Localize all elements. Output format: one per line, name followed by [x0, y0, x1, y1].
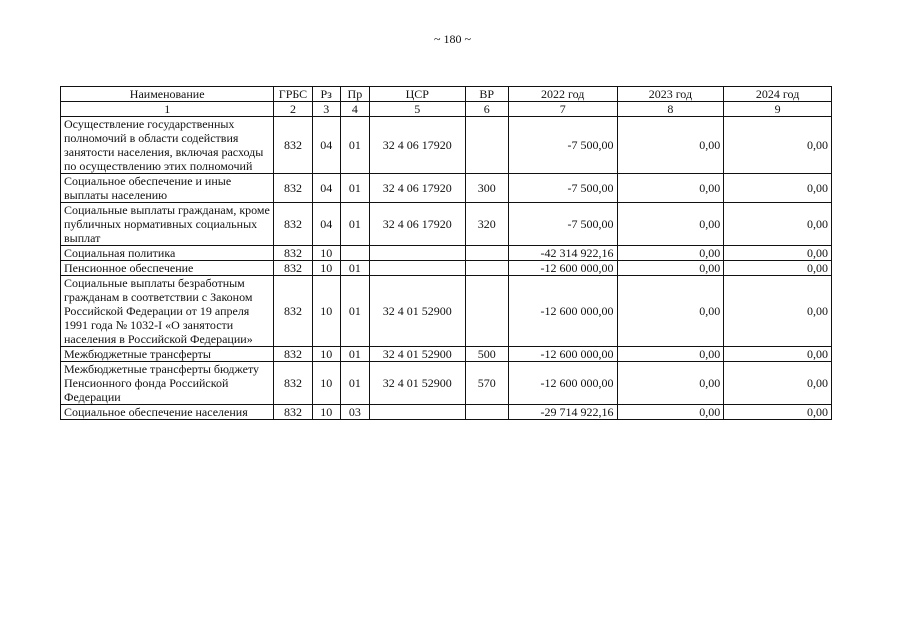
row-grbs: 832 — [274, 261, 312, 276]
column-number: 3 — [312, 102, 340, 117]
column-number: 6 — [465, 102, 508, 117]
row-2023: 0,00 — [617, 261, 724, 276]
table-row — [61, 117, 832, 174]
column-number: 1 — [61, 102, 274, 117]
row-pr: 01 — [340, 174, 369, 203]
row-pr: 01 — [340, 203, 369, 246]
row-vr — [465, 117, 508, 174]
row-pr: 01 — [340, 117, 369, 174]
header-name: Наименование — [61, 87, 274, 102]
row-name: Социальное обеспечение и иные выплаты населению — [61, 174, 274, 203]
row-2024: 0,00 — [724, 203, 832, 246]
table-row — [61, 203, 832, 246]
row-csr — [369, 405, 465, 420]
row-rz: 10 — [312, 261, 340, 276]
page-number: ~ 180 ~ — [434, 32, 471, 46]
row-2022: -7 500,00 — [508, 117, 617, 174]
row-2022: -12 600 000,00 — [508, 261, 617, 276]
header-csr: ЦСР — [369, 87, 465, 102]
row-2023: 0,00 — [617, 174, 724, 203]
row-csr: 32 4 01 52900 — [369, 347, 465, 362]
row-2022: -29 714 922,16 — [508, 405, 617, 420]
row-csr: 32 4 06 17920 — [369, 174, 465, 203]
row-vr — [465, 246, 508, 261]
table-row — [61, 276, 832, 347]
row-2024: 0,00 — [724, 347, 832, 362]
header-2024: 2024 год — [724, 87, 832, 102]
row-rz: 10 — [312, 246, 340, 261]
column-number: 2 — [274, 102, 312, 117]
header-2022: 2022 год — [508, 87, 617, 102]
row-grbs: 832 — [274, 405, 312, 420]
row-name: Пенсионное обеспечение — [61, 261, 274, 276]
row-2024: 0,00 — [724, 246, 832, 261]
row-2023: 0,00 — [617, 276, 724, 347]
row-pr: 01 — [340, 347, 369, 362]
table-row — [61, 261, 832, 276]
column-number-row — [61, 102, 832, 117]
header-vr: ВР — [465, 87, 508, 102]
row-csr: 32 4 01 52900 — [369, 362, 465, 405]
row-pr: 01 — [340, 362, 369, 405]
row-pr: 01 — [340, 261, 369, 276]
header-pr: Пр — [340, 87, 369, 102]
row-rz: 04 — [312, 117, 340, 174]
table-row — [61, 347, 832, 362]
row-csr — [369, 261, 465, 276]
row-2024: 0,00 — [724, 174, 832, 203]
row-pr: 03 — [340, 405, 369, 420]
row-2023: 0,00 — [617, 117, 724, 174]
row-pr — [340, 246, 369, 261]
row-vr: 570 — [465, 362, 508, 405]
row-2022: -7 500,00 — [508, 203, 617, 246]
column-number: 8 — [617, 102, 724, 117]
row-2024: 0,00 — [724, 261, 832, 276]
header-rz: Рз — [312, 87, 340, 102]
row-name: Социальные выплаты гражданам, кроме публичных нормативных социальных выплат — [61, 203, 274, 246]
row-2022: -12 600 000,00 — [508, 347, 617, 362]
row-grbs: 832 — [274, 362, 312, 405]
header-grbs: ГРБС — [274, 87, 312, 102]
row-grbs: 832 — [274, 203, 312, 246]
row-name: Социальное обеспечение населения — [61, 405, 274, 420]
column-number: 7 — [508, 102, 617, 117]
column-number: 5 — [369, 102, 465, 117]
row-2024: 0,00 — [724, 405, 832, 420]
row-rz: 10 — [312, 347, 340, 362]
row-name: Социальные выплаты безработным гражданам в соответствии с Законом Российской Федерации от 19 апреля 1991 года № 1032-I «О занятости населения в Российской Федерации» — [61, 276, 274, 347]
row-2024: 0,00 — [724, 117, 832, 174]
row-rz: 10 — [312, 362, 340, 405]
table-row — [61, 405, 832, 420]
table-row — [61, 174, 832, 203]
row-name: Межбюджетные трансферты бюджету Пенсионного фонда Российской Федерации — [61, 362, 274, 405]
row-grbs: 832 — [274, 276, 312, 347]
budget-table — [60, 86, 832, 420]
row-grbs: 832 — [274, 246, 312, 261]
table-row — [61, 246, 832, 261]
header-2023: 2023 год — [617, 87, 724, 102]
row-2023: 0,00 — [617, 203, 724, 246]
row-vr — [465, 405, 508, 420]
header-row — [61, 87, 832, 102]
row-2022: -42 314 922,16 — [508, 246, 617, 261]
row-grbs: 832 — [274, 117, 312, 174]
row-vr: 320 — [465, 203, 508, 246]
row-rz: 10 — [312, 405, 340, 420]
row-grbs: 832 — [274, 174, 312, 203]
row-2023: 0,00 — [617, 347, 724, 362]
row-2023: 0,00 — [617, 246, 724, 261]
row-2023: 0,00 — [617, 362, 724, 405]
row-2024: 0,00 — [724, 362, 832, 405]
row-csr — [369, 246, 465, 261]
row-csr: 32 4 06 17920 — [369, 203, 465, 246]
row-csr: 32 4 01 52900 — [369, 276, 465, 347]
column-number: 9 — [724, 102, 832, 117]
row-vr: 300 — [465, 174, 508, 203]
row-2022: -12 600 000,00 — [508, 276, 617, 347]
row-2024: 0,00 — [724, 276, 832, 347]
row-vr — [465, 261, 508, 276]
column-number: 4 — [340, 102, 369, 117]
row-2023: 0,00 — [617, 405, 724, 420]
row-name: Осуществление государственных полномочий в области содействия занятости населения, включая расходы по осуществлению этих полномочий — [61, 117, 274, 174]
row-rz: 04 — [312, 174, 340, 203]
row-vr — [465, 276, 508, 347]
row-name: Социальная политика — [61, 246, 274, 261]
row-vr: 500 — [465, 347, 508, 362]
row-rz: 04 — [312, 203, 340, 246]
row-grbs: 832 — [274, 347, 312, 362]
row-name: Межбюджетные трансферты — [61, 347, 274, 362]
row-2022: -7 500,00 — [508, 174, 617, 203]
row-2022: -12 600 000,00 — [508, 362, 617, 405]
row-rz: 10 — [312, 276, 340, 347]
row-pr: 01 — [340, 276, 369, 347]
row-csr: 32 4 06 17920 — [369, 117, 465, 174]
table-row — [61, 362, 832, 405]
